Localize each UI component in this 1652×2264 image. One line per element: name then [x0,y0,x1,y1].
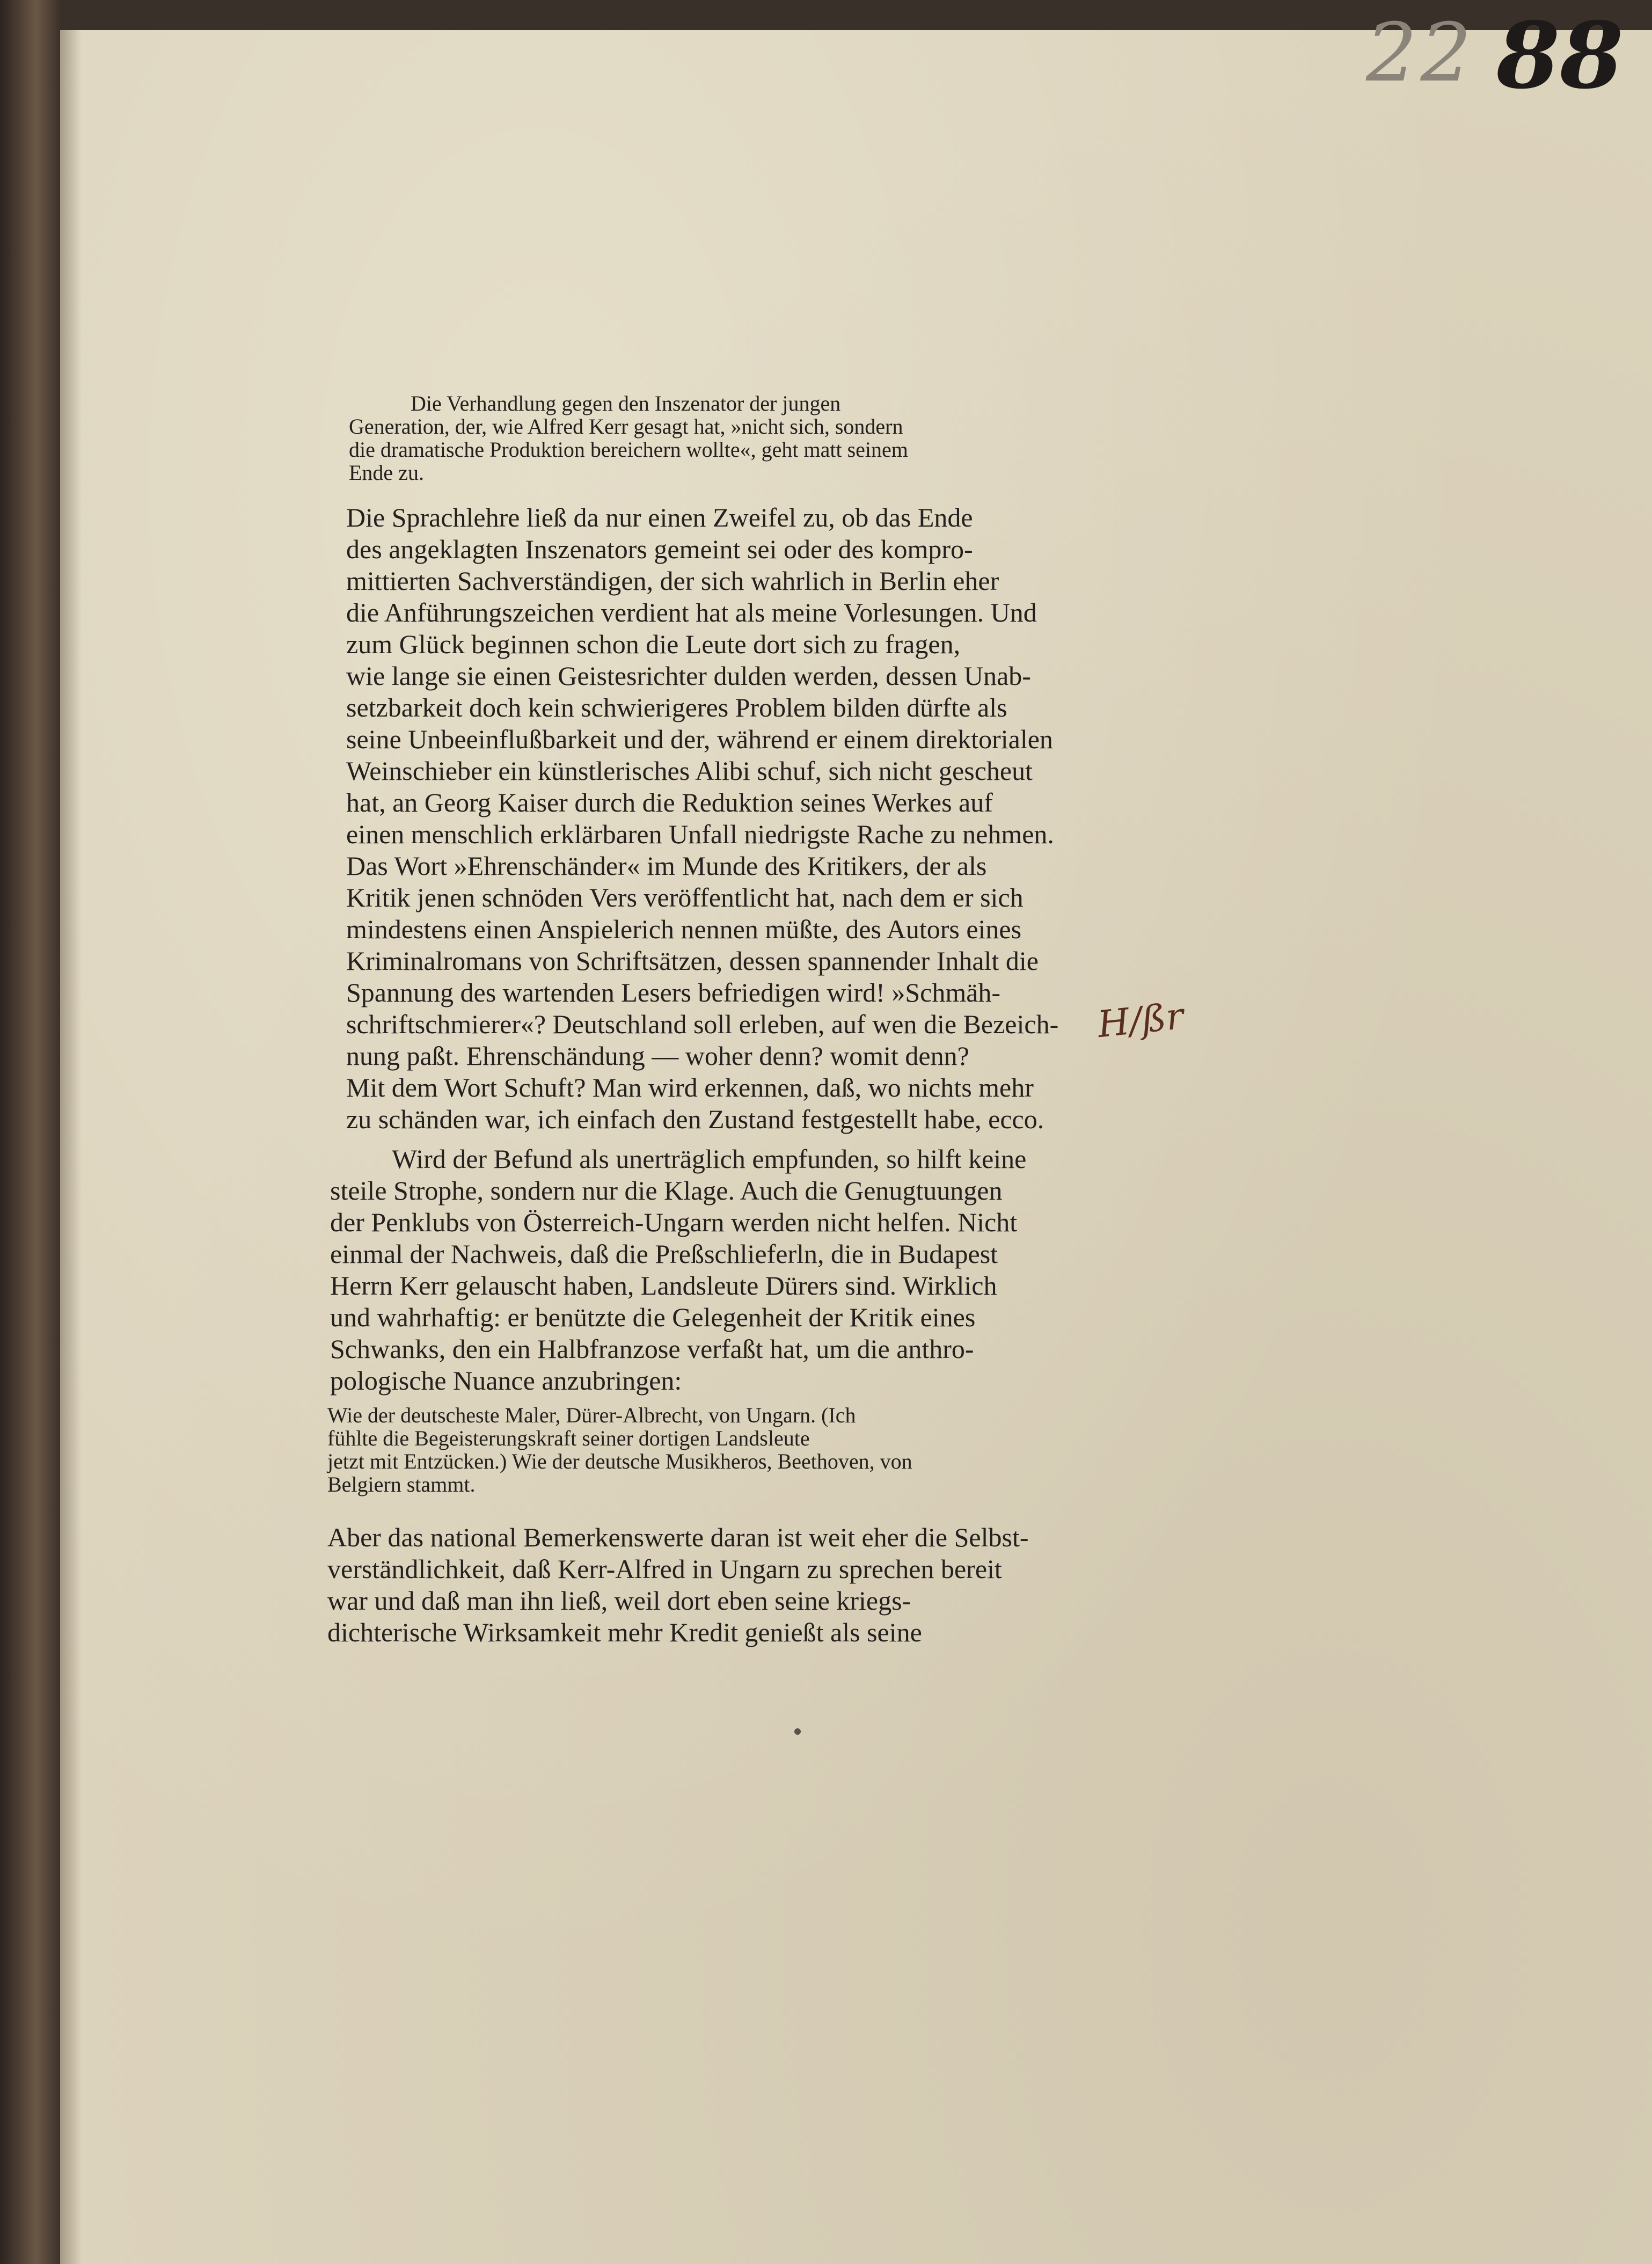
handwritten-margin-note: H/ßr [1095,995,1186,1047]
text-line: setzbarkeit doch kein schwierigeres Problem bilden dürfte als [346,692,1007,722]
text-line: Kritik jenen schnöden Vers veröffentlicht hat, nach dem er sich [346,882,1024,912]
text-line: hat, an Georg Kaiser durch die Reduktion seines Werkes auf [346,787,993,817]
text-line: zu schänden war, ich einfach den Zustand festgestellt habe, ecco. [346,1104,1044,1134]
text-line: der Penklubs von Österreich-Ungarn werden nicht helfen. Nicht [330,1207,1018,1237]
text-line: dichterische Wirksamkeit mehr Kredit genießt als seine [327,1617,922,1647]
text-line: Aber das national Bemerkenswerte daran ist weit eher die Selbst- [327,1522,1029,1552]
text-line: nung paßt. Ehrenschändung — woher denn? womit denn? [346,1041,969,1071]
text-line: Die Sprachlehre ließ da nur einen Zweifel zu, ob das Ende [346,502,973,532]
text-line: pologische Nuance anzubringen: [330,1365,682,1396]
quote-line: jetzt mit Entzücken.) Wie der deutsche Musikheros, Beethoven, von [327,1449,912,1473]
quote-line: fühlte die Begeisterungskraft seiner dortigen Landsleute [327,1426,810,1450]
text-line: schriftschmierer«? Deutschland soll erleben, auf wen die Bezeich- [346,1009,1059,1039]
duerer-quote [327,1404,1079,1496]
quote-line: Die Verhandlung gegen den Inszenator der jungen [411,391,841,415]
quote-line: Belgiern stammt. [327,1472,476,1496]
pencil-folio-number: 22 [1366,6,1475,100]
text-line: Schwanks, den ein Halbfranzose verfaßt hat, um die anthro- [330,1334,974,1364]
text-line: seine Unbeeinflußbarkeit und der, während er einem direktorialen [346,724,1053,754]
text-line: einen menschlich erklärbaren Unfall niedrigste Rache zu nehmen. [346,819,1054,849]
text-line: einmal der Nachweis, daß die Preßschlieferln, die in Budapest [330,1239,998,1269]
quote-line: Generation, der, wie Alfred Kerr gesagt hat, »nicht sich, sondern [349,414,903,439]
book-binding [0,0,60,2264]
text-line: Das Wort »Ehrenschänder« im Munde des Kritikers, der als [346,851,987,881]
text-line: und wahrhaftig: er benützte die Gelegenheit der Kritik eines [330,1302,976,1332]
text-line: Spannung des wartenden Lesers befriedigen wird! »Schmäh- [346,977,1001,1007]
paragraph-1 [346,502,1098,1135]
ink-speck [794,1728,801,1735]
text-line: zum Glück beginnen schon die Leute dort sich zu fragen, [346,629,961,659]
text-line: Wird der Befund als unerträglich empfunden, so hilft keine [392,1144,1027,1174]
paragraph-3 [327,1522,1079,1648]
text-line: Mit dem Wort Schuft? Man wird erkennen, daß, wo nichts mehr [346,1072,1034,1102]
quote-line: Wie der deutscheste Maler, Dürer-Albrecht, von Ungarn. (Ich [327,1403,856,1427]
text-line: die Anführungszeichen verdient hat als meine Vorlesungen. Und [346,597,1037,627]
opening-quote [349,392,1095,484]
ink-folio-number: 88 [1496,2,1624,109]
text-line: Weinschieber ein künstlerisches Alibi schuf, sich nicht gescheut [346,756,1033,786]
text-line: des angeklagten Inszenators gemeint sei oder des kompro- [346,534,973,564]
page-gutter-shadow [60,30,82,2264]
text-line: mindestens einen Anspielerich nennen müßte, des Autors eines [346,914,1022,944]
text-line: Herrn Kerr gelauscht haben, Landsleute Dürers sind. Wirklich [330,1270,997,1301]
text-line: Kriminalromans von Schriftsätzen, dessen spannender Inhalt die [346,946,1039,976]
text-line: verständlichkeit, daß Kerr-Alfred in Ungarn zu sprechen bereit [327,1554,1002,1584]
quote-line: Ende zu. [349,461,424,485]
text-line: wie lange sie einen Geistesrichter dulden werden, dessen Unab- [346,661,1031,691]
text-line: mittierten Sachverständigen, der sich wahrlich in Berlin eher [346,566,999,596]
text-line: war und daß man ihn ließ, weil dort eben seine kriegs- [327,1586,911,1616]
paragraph-2 [330,1143,1081,1397]
quote-line: die dramatische Produktion bereichern wollte«, geht matt seinem [349,437,908,462]
text-line: steile Strophe, sondern nur die Klage. Auch die Genugtuungen [330,1175,1003,1206]
